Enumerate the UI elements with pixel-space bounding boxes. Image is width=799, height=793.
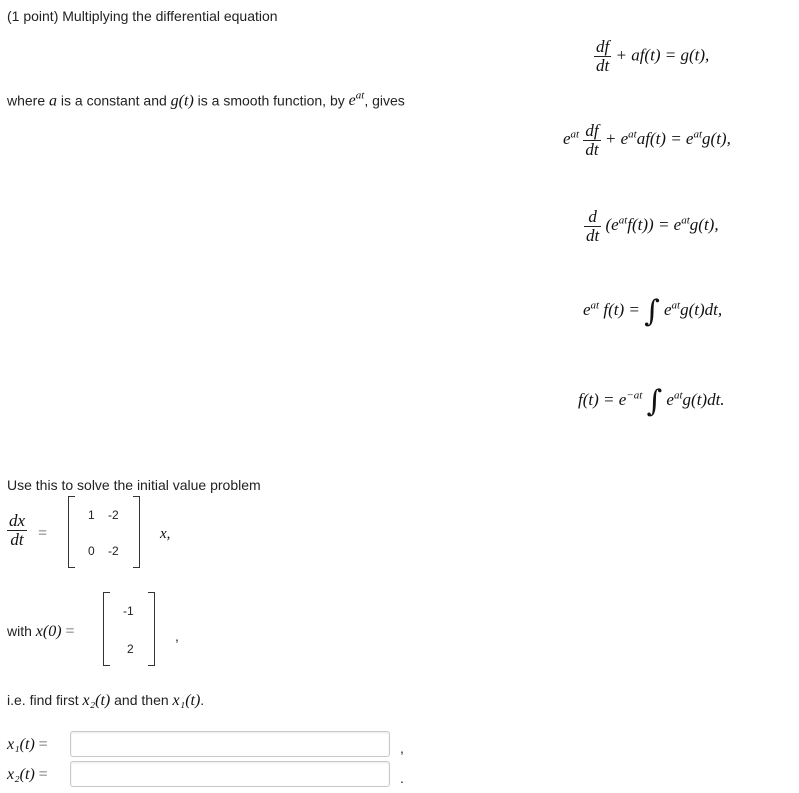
df-dt-fraction: $\frac{df}{dt}$ — [596, 37, 610, 75]
equation-4: $e^{at}$ f(t) = ∫ $e^{at}g(t)dt$, — [583, 294, 723, 329]
equation-5: $f(t) = e^{-at}$ ∫ $e^{at}g(t)dt$. — [578, 384, 725, 419]
left-bracket — [68, 496, 75, 568]
instruction-text: Use this to solve the initial value problem — [7, 477, 261, 493]
matrix-cell: -2 — [108, 508, 119, 522]
problem-header: (1 point) Multiplying the differential equation — [7, 8, 278, 24]
matrix-cell: 1 — [88, 508, 95, 522]
vector-cell: 2 — [127, 642, 134, 656]
dx-dt-fraction: $\frac{dx}{dt}$ — [9, 511, 26, 549]
initial-vector — [103, 592, 155, 666]
coefficient-matrix — [68, 496, 140, 568]
x1-answer-label: x₁(t) = — [7, 736, 48, 753]
x1-suffix: , — [400, 740, 404, 756]
x2-suffix: . — [400, 770, 404, 786]
equals-sign: = — [38, 525, 48, 542]
right-bracket — [148, 592, 155, 666]
right-bracket — [133, 496, 140, 568]
equation-1: $\frac{df}{dt}$ + af(t) = g(t), — [596, 37, 710, 75]
where-line: where a is a constant and g(t) is a smooth function, by $e^{at}$, gives — [7, 90, 405, 110]
d-dt-fraction: $\frac{d}{dt}$ — [586, 207, 600, 245]
integral-icon: ∫ — [644, 294, 660, 329]
x2-answer-label: x₂(t) = — [7, 766, 48, 783]
matrix-cell: 0 — [88, 544, 95, 558]
x2-answer-input[interactable] — [70, 761, 390, 787]
left-bracket — [103, 592, 110, 666]
initial-comma: , — [175, 628, 179, 644]
matrix-cell: -2 — [108, 544, 119, 558]
equation-2: $e^{at}$ $\frac{df}{dt}$ + $e^{at}af(t) = e^{at}g(t)$, — [563, 121, 731, 159]
equation-3: $\frac{d}{dt}$ $(e^{at}f(t)) = e^{at}g(t)$, — [586, 207, 719, 245]
initial-condition-label: with x(0) = — [7, 623, 75, 640]
x-vector-label: x, — [160, 526, 171, 542]
ie-instruction: i.e. find first x₂(t) and then x₁(t). — [7, 692, 205, 709]
vector-cell: -1 — [123, 604, 134, 618]
df-dt-fraction: $\frac{df}{dt}$ — [585, 121, 599, 159]
integral-icon: ∫ — [646, 384, 663, 419]
x1-answer-input[interactable] — [70, 731, 390, 757]
